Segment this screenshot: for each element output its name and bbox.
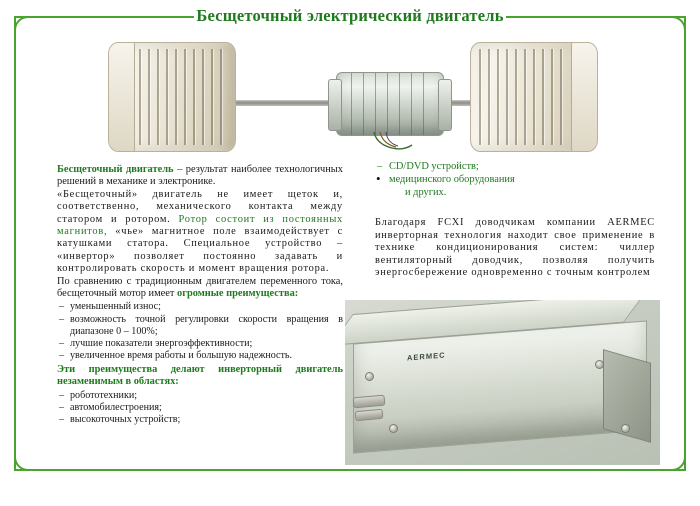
- fan-wheel-right-blades: [477, 49, 569, 145]
- list-item: • медицинского оборудования: [375, 173, 655, 186]
- right-text-column: [375, 160, 655, 280]
- motor-shaft-left: [230, 100, 340, 106]
- paragraph-no-brushes: [57, 189, 343, 276]
- frame-bottom-rule: [14, 469, 686, 471]
- fan-wheel-right-endcap: [571, 42, 598, 152]
- application-areas-continued-list: [375, 160, 655, 199]
- lead-paragraph: [57, 164, 343, 189]
- unit-bolt: [595, 360, 604, 369]
- paragraph-no-brushes-part2: «чье» магнитное поле взаимодействует с катушками статора. Специальное устройство – «инвертор» позволяет постоянно задавать и контролировать скорость и момент вращения ротора.: [57, 226, 343, 275]
- paragraph-permanent-magnets-highlight: Ротор состоит из постоянных магнитов,: [57, 213, 343, 238]
- motor-wiring-harness: [370, 132, 414, 154]
- fcxi-duct-fan-coil-unit-photo: [345, 300, 660, 465]
- lead-rest-text: – результат наиболее технологичных решений в механике и электронике.: [57, 164, 343, 188]
- fan-wheel-left-endcap: [108, 42, 135, 152]
- lead-bold-term: Бесщеточный двигатель: [57, 164, 174, 175]
- paragraph-comparison-text: По сравнению с традиционным двигателем переменного тока, бесщеточный мотор имеет: [57, 275, 343, 300]
- advantages-heading: огромные преимущества:: [177, 288, 299, 300]
- frame-right-rule: [684, 16, 686, 471]
- paragraph-no-brushes-part1: «Бесщеточный» двигатель не имеет щеток и, соответственно, механического контакта между статором и ротором.: [57, 188, 343, 225]
- fan-wheel-left: [108, 42, 236, 152]
- paragraph-comparison: [57, 276, 343, 301]
- unit-bolt: [389, 424, 398, 433]
- frame-corner-bottom-right: [658, 443, 686, 471]
- list-item: – лучшие показатели энергоэффективности;: [57, 338, 343, 350]
- list-item: – высокоточных устройств;: [57, 414, 343, 426]
- frame-left-rule: [14, 16, 16, 471]
- brushless-motor-assembly-photo: [40, 34, 660, 159]
- closing-statement: Эти преимущества делают инверторный двигатель незаменимым в областях:: [57, 363, 343, 388]
- unit-bolt: [621, 424, 630, 433]
- list-item: – робототехники;: [57, 390, 343, 402]
- motor-endcap-right: [438, 79, 452, 131]
- brand-label: AERMEC: [407, 350, 446, 363]
- frame-corner-bottom-left: [14, 443, 42, 471]
- aermec-paragraph: Благодаря FCXI доводчикам компании AERMEC инверторная технология находит свое применение в технике кондиционирования систем: чиллер вентиляторный доводчик, позволяя получить энергосбережение одновременно с точным контролем: [375, 217, 655, 279]
- list-item: – CD/DVD устройств;: [375, 160, 655, 173]
- advantages-list: [57, 301, 343, 361]
- list-item: и других.: [405, 187, 447, 198]
- list-item: – уменьшенный износ;: [57, 301, 343, 313]
- page-title: Бесщеточный электрический двигатель: [196, 6, 504, 25]
- fan-wheel-right: [470, 42, 598, 152]
- list-item: – автомобилестроения;: [57, 402, 343, 414]
- left-text-column: [57, 164, 343, 426]
- application-areas-list: [57, 390, 343, 426]
- motor-endcap-left: [328, 79, 342, 131]
- fan-wheel-left-blades: [137, 49, 229, 145]
- unit-bolt: [365, 372, 374, 381]
- list-item: – возможность точной регулировки скорости вращения в диапазоне 0 – 100%;: [57, 314, 343, 338]
- brushless-motor-body: [336, 72, 444, 136]
- list-item: – увеличенное время работы и большую надежность.: [57, 350, 343, 362]
